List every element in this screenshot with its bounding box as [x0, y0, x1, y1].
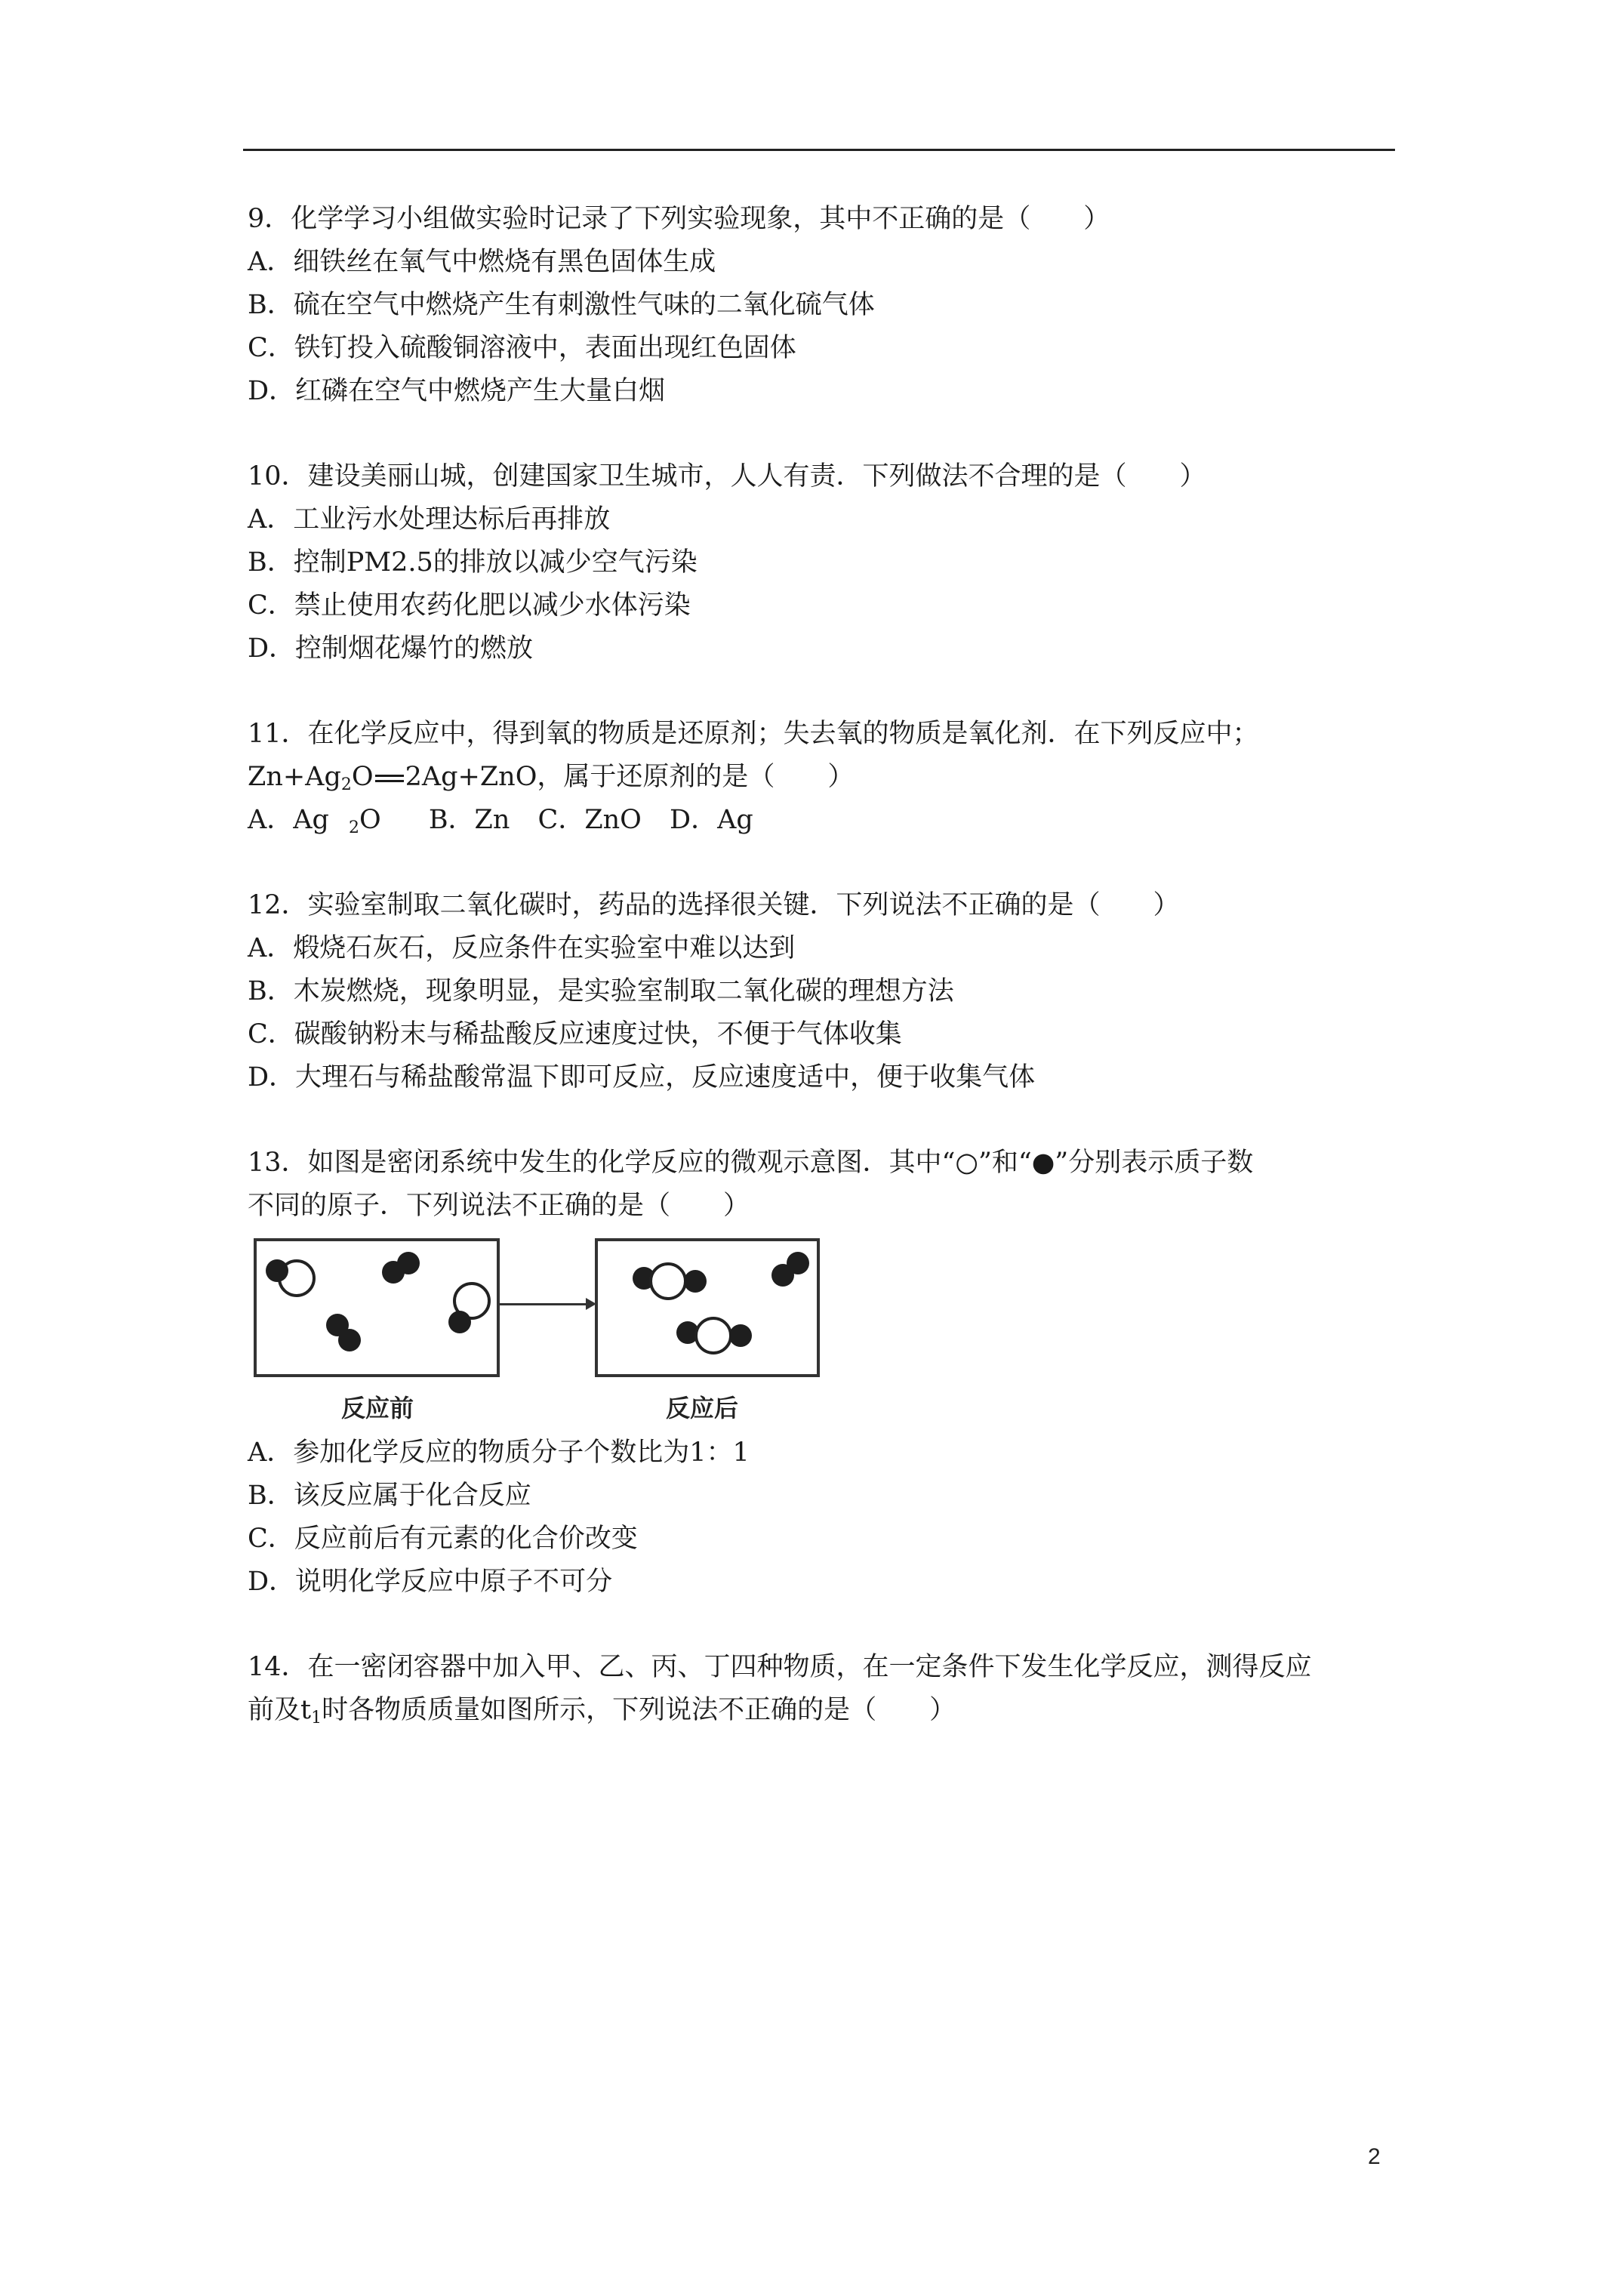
- after-reaction-box: [595, 1238, 820, 1377]
- option-b: B．木炭燃烧，现象明显，是实验室制取二氧化碳的理想方法: [248, 976, 954, 1006]
- reaction-diagram: [254, 1238, 858, 1427]
- option-a: A．细铁丝在氧气中燃烧有黑色固体生成: [248, 247, 716, 277]
- arrow-line: [500, 1303, 589, 1305]
- options-row: [248, 799, 1403, 842]
- stem-text: 时各物质质量如图所示，下列说法不正确的是（ ）: [322, 1695, 956, 1725]
- question-stem: 12．实验室制取二氧化碳时，药品的选择很关键．下列说法不正确的是（ ）: [248, 890, 1180, 920]
- header-rule: [243, 149, 1395, 151]
- option-b: B．该反应属于化合反应: [248, 1481, 531, 1511]
- option-d: D．说明化学反应中原子不可分: [248, 1567, 613, 1597]
- option-c: C．反应前后有元素的化合价改变: [248, 1524, 638, 1554]
- option-d: D．Ag: [670, 805, 753, 835]
- equation-part: O: [351, 762, 374, 792]
- white-atom: [649, 1262, 687, 1300]
- question-stem-continued: [248, 1689, 1403, 1732]
- equals-sign-icon: [375, 775, 404, 782]
- option-a-text: A．Ag: [248, 805, 329, 835]
- stem-subscript: 1: [311, 1709, 322, 1727]
- question-11: [248, 713, 1403, 842]
- black-atom: [266, 1259, 288, 1282]
- option-b: B．Zn: [428, 805, 510, 835]
- stem-text: 前及t: [248, 1695, 312, 1725]
- question-stem: 10．建设美丽山城，创建国家卫生城市，人人有责．下列做法不合理的是（ ）: [248, 461, 1206, 492]
- option-a-text: O: [359, 805, 381, 835]
- question-12: [248, 884, 1403, 1099]
- question-9: [248, 198, 1403, 413]
- white-atom: [694, 1317, 732, 1354]
- page-number: 2: [1368, 2144, 1381, 2169]
- option-c: C．铁钉投入硫酸铜溶液中，表面出现红色固体: [248, 333, 796, 363]
- black-atom: [448, 1311, 471, 1333]
- question-13: [248, 1142, 1403, 1604]
- equation-subscript: 2: [340, 775, 352, 794]
- black-atom: [787, 1252, 809, 1274]
- option-a: A．工业污水处理达标后再排放: [248, 504, 611, 535]
- option-c: C．ZnO: [537, 805, 642, 835]
- question-stem-continued: 不同的原子．下列说法不正确的是（ ）: [248, 1191, 750, 1221]
- equation-part: Zn+Ag: [248, 762, 341, 792]
- question-stem: 9．化学学习小组做实验时记录了下列实验现象，其中不正确的是（ ）: [248, 204, 1110, 234]
- reaction-equation: [248, 756, 1403, 799]
- option-a: [248, 805, 401, 835]
- before-reaction-box: [254, 1238, 500, 1377]
- option-b: B．硫在空气中燃烧产生有刺激性气味的二氧化硫气体: [248, 290, 875, 320]
- question-14: [248, 1646, 1403, 1732]
- question-stem: 14．在一密闭容器中加入甲、乙、丙、丁四种物质，在一定条件下发生化学反应，测得反应: [248, 1652, 1312, 1682]
- option-a: A．煅烧石灰石，反应条件在实验室中难以达到: [248, 933, 796, 963]
- option-a-subscript: 2: [348, 818, 359, 837]
- option-d: D．红磷在空气中燃烧产生大量白烟: [248, 376, 666, 406]
- page-content: [248, 198, 1403, 1732]
- option-d: D．控制烟花爆竹的燃放: [248, 633, 534, 664]
- equation-part: 2Ag+ZnO，属于还原剂的是（ ）: [405, 762, 855, 792]
- black-atom: [684, 1270, 707, 1293]
- option-a: A．参加化学反应的物质分子个数比为1：1: [248, 1438, 750, 1468]
- question-10: [248, 455, 1403, 670]
- option-b: B．控制PM2.5的排放以减少空气污染: [248, 547, 698, 578]
- caption-after: 反应后: [666, 1394, 739, 1422]
- option-c: C．碳酸钠粉末与稀盐酸反应速度过快，不便于气体收集: [248, 1019, 902, 1049]
- black-atom: [397, 1252, 420, 1274]
- question-stem: 13．如图是密闭系统中发生的化学反应的微观示意图．其中“○”和“●”分别表示质子数: [248, 1148, 1254, 1178]
- black-atom: [338, 1329, 361, 1351]
- option-d: D．大理石与稀盐酸常温下即可反应，反应速度适中，便于收集气体: [248, 1062, 1036, 1093]
- question-stem: 11．在化学反应中，得到氧的物质是还原剂；失去氧的物质是氧化剂．在下列反应中；: [248, 719, 1259, 749]
- black-atom: [729, 1324, 752, 1347]
- caption-before: 反应前: [341, 1394, 414, 1422]
- option-c: C．禁止使用农药化肥以减少水体污染: [248, 590, 691, 621]
